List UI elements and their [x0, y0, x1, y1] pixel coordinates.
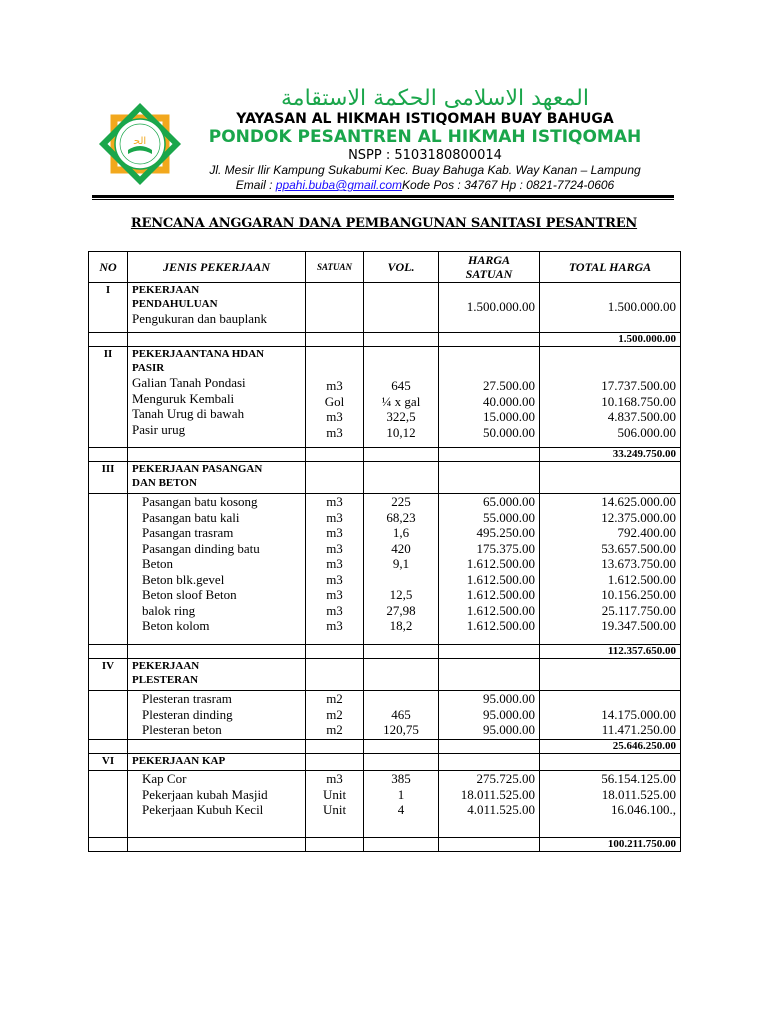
header-no: NO — [89, 252, 128, 283]
section-title: PEKERJAAN — [132, 660, 200, 672]
empty-cell — [439, 754, 540, 771]
item-total: 1.612.500.00 — [607, 571, 676, 587]
pesantren-logo — [94, 98, 186, 190]
item-price: 1.612.500.00 — [466, 556, 535, 571]
item-unit: m3 — [326, 587, 343, 602]
section-header-row — [89, 754, 681, 771]
item-vol: 1 — [397, 786, 405, 802]
contact-info: Kode Pos : 34767 Hp : 0821-7724-0606 — [402, 178, 615, 192]
empty-cell — [89, 838, 128, 852]
header-vol: VOL. — [364, 252, 439, 283]
item-name: Pasangan batu kali — [142, 509, 240, 525]
empty-cell — [128, 333, 306, 347]
item-unit: m3 — [326, 571, 343, 587]
empty-cell — [89, 333, 128, 347]
empty-cell — [540, 659, 681, 691]
address: Jl. Mesir Ilir Kampung Sukabumi Kec. Buay Bahuga Kab. Way Kanan – Lampung — [209, 163, 641, 177]
item-total: 506.000.00 — [617, 424, 676, 440]
subtotal-value: 25.646.250.00 — [540, 740, 681, 754]
section-title: PEKERJAANTANA HDAN — [132, 348, 265, 360]
empty-cell — [364, 645, 439, 659]
section-number: IV — [89, 659, 128, 691]
item-total: 18.011.525.00 — [601, 786, 676, 802]
empty-cell — [364, 462, 439, 494]
item-price: 275.725.00 — [476, 771, 535, 786]
item-total-cell — [540, 771, 681, 838]
item-unit: Unit — [322, 802, 347, 817]
empty-cell — [364, 754, 439, 771]
item-vol: 12,5 — [389, 587, 413, 602]
empty-cell — [540, 754, 681, 771]
empty-cell — [439, 740, 540, 754]
item-unit: Unit — [322, 786, 347, 802]
item-total: 17.737.500.00 — [601, 378, 676, 393]
subtotal-value: 1.500.000.00 — [540, 333, 681, 347]
item-unit: Gol — [324, 393, 345, 409]
item-vol: 10,12 — [386, 424, 416, 440]
empty-cell — [89, 645, 128, 659]
section-items-row — [89, 347, 681, 448]
svg-text:ﺍﻟﺤ: ﺍﻟﺤ — [133, 136, 147, 147]
item-unit: m3 — [326, 540, 343, 556]
item-name: Tanah Urug di bawah — [132, 406, 245, 421]
header-divider-thin — [92, 199, 674, 200]
empty-cell — [89, 771, 128, 838]
header-jenis: JENIS PEKERJAAN — [128, 252, 306, 283]
item-price: 27.500.00 — [483, 378, 535, 393]
item-vol: 9,1 — [392, 556, 410, 571]
school-name: PONDOK PESANTREN AL HIKMAH ISTIQOMAH — [208, 127, 642, 147]
item-unit-cell — [306, 771, 364, 838]
item-price: 1.500.000.00 — [466, 298, 535, 314]
empty-cell — [128, 645, 306, 659]
item-total: 10.156.250.00 — [601, 587, 676, 602]
item-name: Plesteran dinding — [142, 706, 233, 722]
empty-cell — [364, 838, 439, 852]
spacer — [368, 347, 434, 363]
item-unit: m3 — [326, 424, 343, 440]
section-number: I — [89, 283, 128, 333]
spacer — [368, 363, 434, 379]
section-title-cell — [128, 462, 306, 494]
subtotal-row — [89, 448, 681, 462]
spacer — [443, 283, 535, 299]
item-total: 11.471.250.00 — [601, 722, 676, 737]
section-header-row — [89, 462, 681, 494]
item-price-cell — [439, 771, 540, 838]
item-price: 1.612.500.00 — [466, 587, 535, 602]
contact-line — [190, 178, 660, 192]
item-total: 16.046.100., — [611, 802, 676, 817]
item-vol-cell — [364, 771, 439, 838]
section-title: PEKERJAAN — [132, 284, 200, 296]
empty-cell — [439, 448, 540, 462]
empty-cell — [439, 659, 540, 691]
arabic-name: المعهد الاسلامى الحكمة الاستقامة — [281, 86, 589, 111]
document-title: RENCANA ANGGARAN DANA PEMBANGUNAN SANITASI PESANTREN — [130, 216, 638, 231]
item-name: Menguruk Kembali — [132, 390, 235, 406]
item-name: Plesteran trasram — [142, 691, 232, 706]
section-title: PASIR — [132, 362, 165, 374]
item-names-cell — [128, 347, 306, 448]
item-price: 18.011.525.00 — [460, 786, 535, 802]
item-vol: ¼ x gal — [381, 393, 421, 409]
item-names-cell — [128, 691, 306, 740]
item-name: Galian Tanah Pondasi — [132, 375, 246, 390]
section-items-row — [89, 771, 681, 838]
email-label: Email : — [235, 178, 276, 192]
item-vol — [368, 572, 434, 588]
item-unit: m3 — [326, 409, 343, 424]
item-total: 14.175.000.00 — [601, 706, 676, 722]
empty-cell — [306, 754, 364, 771]
item-vol-cell — [364, 283, 439, 333]
item-price: 495.250.00 — [476, 525, 535, 540]
item-name: Beton kolom — [142, 618, 210, 633]
empty-cell — [439, 462, 540, 494]
item-total-cell — [540, 691, 681, 740]
empty-cell — [306, 659, 364, 691]
empty-cell — [128, 740, 306, 754]
spacer — [544, 283, 676, 299]
spacer — [310, 347, 359, 363]
item-names-cell — [128, 283, 306, 333]
section-title: PLESTERAN — [132, 674, 199, 686]
item-unit: m3 — [326, 602, 343, 618]
item-name: Pasangan batu kosong — [142, 494, 258, 509]
item-total: 1.500.000.00 — [607, 298, 676, 314]
spacer — [443, 347, 535, 363]
item-vol — [368, 299, 434, 315]
section-items-row — [89, 283, 681, 333]
item-price: 65.000.00 — [483, 494, 535, 509]
empty-cell — [364, 740, 439, 754]
spacer — [443, 363, 535, 379]
header-satuan: SATUAN — [306, 252, 364, 283]
foundation-name: YAYASAN AL HIKMAH ISTIQOMAH BUAY BAHUGA — [236, 111, 614, 127]
section-number: II — [89, 347, 128, 448]
item-total: 792.400.00 — [617, 525, 676, 540]
item-vol: 225 — [391, 494, 411, 509]
item-unit: m3 — [326, 556, 343, 571]
item-price-cell — [439, 691, 540, 740]
empty-cell — [128, 838, 306, 852]
section-title: PENDAHULUAN — [132, 298, 218, 310]
item-price: 175.375.00 — [476, 540, 535, 556]
item-price-cell — [439, 283, 540, 333]
item-price: 15.000.00 — [483, 409, 535, 424]
item-vol: 322,5 — [386, 409, 416, 424]
item-total: 4.837.500.00 — [607, 409, 676, 424]
item-price: 1.612.500.00 — [466, 602, 535, 618]
empty-cell — [89, 494, 128, 645]
item-total: 53.657.500.00 — [601, 540, 676, 556]
item-unit: m3 — [326, 378, 343, 393]
item-name: Beton — [142, 556, 174, 571]
item-name: Plesteran beton — [142, 722, 222, 737]
empty-cell — [89, 448, 128, 462]
item-name: Beton sloof Beton — [142, 587, 237, 602]
item-unit: m2 — [326, 722, 343, 737]
item-price: 55.000.00 — [483, 509, 535, 525]
item-unit — [310, 299, 359, 315]
item-price: 50.000.00 — [483, 424, 535, 440]
item-total: 19.347.500.00 — [601, 618, 676, 633]
item-unit-cell — [306, 347, 364, 448]
item-vol: 120,75 — [383, 722, 419, 737]
section-header-row — [89, 659, 681, 691]
item-price: 95.000.00 — [483, 706, 535, 722]
item-unit: m2 — [326, 691, 343, 706]
spacer — [544, 347, 676, 363]
header-total: TOTAL HARGA — [540, 252, 681, 283]
subtotal-value: 33.249.750.00 — [540, 448, 681, 462]
subtotal-row — [89, 333, 681, 347]
spacer — [310, 363, 359, 379]
item-name: Pekerjaan kubah Masjid — [142, 786, 268, 802]
item-vol: 4 — [397, 802, 405, 817]
empty-cell — [364, 333, 439, 347]
section-number: III — [89, 462, 128, 494]
item-name: Pengukuran dan bauplank — [132, 311, 268, 326]
section-title-cell — [128, 754, 306, 771]
empty-cell — [439, 645, 540, 659]
item-unit: m3 — [326, 771, 343, 786]
empty-cell — [364, 448, 439, 462]
item-total: 13.673.750.00 — [601, 556, 676, 571]
nspp-number: NSPP : 5103180800014 — [348, 148, 502, 163]
item-total: 56.154.125.00 — [601, 771, 676, 786]
subtotal-row — [89, 645, 681, 659]
item-price: 1.612.500.00 — [466, 618, 535, 633]
section-title: PEKERJAAN KAP — [132, 755, 226, 767]
item-unit: m3 — [326, 509, 343, 525]
item-name: Pekerjaan Kubuh Kecil — [142, 802, 264, 817]
subtotal-value: 112.357.650.00 — [540, 645, 681, 659]
item-unit-cell — [306, 691, 364, 740]
subtotal-row — [89, 740, 681, 754]
item-total-cell — [540, 283, 681, 333]
header-divider — [92, 195, 674, 198]
item-name: Pasir urug — [132, 421, 186, 437]
subtotal-value: 100.211.750.00 — [540, 838, 681, 852]
section-items-row — [89, 691, 681, 740]
section-title-cell — [128, 659, 306, 691]
item-unit-cell — [306, 494, 364, 645]
empty-cell — [306, 448, 364, 462]
item-vol: 645 — [391, 378, 411, 393]
item-name: Pasangan dinding batu — [142, 540, 260, 556]
item-total: 25.117.750.00 — [601, 602, 676, 618]
item-vol — [368, 691, 434, 707]
item-vol: 68,23 — [386, 509, 416, 525]
section-items-row — [89, 494, 681, 645]
table-header-row — [89, 252, 681, 283]
section-title: DAN BETON — [132, 477, 197, 489]
empty-cell — [306, 645, 364, 659]
header-harga: HARGA SATUAN — [439, 252, 540, 283]
empty-cell — [439, 838, 540, 852]
item-vol: 27,98 — [386, 602, 416, 618]
item-price: 95.000.00 — [483, 722, 535, 737]
empty-cell — [306, 838, 364, 852]
item-unit-cell — [306, 283, 364, 333]
item-vol: 420 — [391, 540, 411, 556]
item-vol-cell — [364, 494, 439, 645]
item-names-cell — [128, 494, 306, 645]
empty-cell — [306, 333, 364, 347]
spacer — [544, 363, 676, 379]
item-total: 10.168.750.00 — [601, 393, 676, 409]
item-total: 14.625.000.00 — [601, 494, 676, 509]
item-vol-cell — [364, 347, 439, 448]
empty-cell — [306, 740, 364, 754]
spacer — [368, 283, 434, 299]
item-price-cell — [439, 494, 540, 645]
subtotal-row — [89, 838, 681, 852]
item-unit: m2 — [326, 706, 343, 722]
section-title: PEKERJAAN PASANGAN — [132, 463, 263, 475]
item-total-cell — [540, 347, 681, 448]
item-vol: 385 — [391, 771, 411, 786]
item-vol: 465 — [391, 706, 411, 722]
item-unit: m3 — [326, 525, 343, 540]
item-name: Beton blk.gevel — [142, 571, 225, 587]
item-vol-cell — [364, 691, 439, 740]
budget-table — [88, 251, 681, 852]
item-price: 95.000.00 — [483, 691, 535, 706]
section-number: VI — [89, 754, 128, 771]
item-price: 1.612.500.00 — [466, 571, 535, 587]
empty-cell — [306, 462, 364, 494]
item-total: 12.375.000.00 — [601, 509, 676, 525]
empty-cell — [540, 462, 681, 494]
empty-cell — [439, 333, 540, 347]
email-link[interactable]: ppahi.buba@gmail.com — [275, 178, 403, 192]
item-total-cell — [540, 494, 681, 645]
empty-cell — [128, 448, 306, 462]
item-vol: 1,6 — [392, 525, 410, 540]
item-name: balok ring — [142, 602, 196, 618]
item-name: Pasangan trasram — [142, 525, 234, 540]
item-vol: 18,2 — [389, 618, 413, 633]
empty-cell — [89, 740, 128, 754]
empty-cell — [89, 691, 128, 740]
item-unit: m3 — [326, 618, 343, 633]
spacer — [310, 283, 359, 299]
item-name: Kap Cor — [142, 771, 187, 786]
item-names-cell — [128, 771, 306, 838]
item-price: 4.011.525.00 — [467, 802, 535, 817]
item-total — [544, 691, 676, 707]
empty-cell — [364, 659, 439, 691]
item-price: 40.000.00 — [483, 393, 535, 409]
item-price-cell — [439, 347, 540, 448]
item-unit: m3 — [326, 494, 343, 509]
